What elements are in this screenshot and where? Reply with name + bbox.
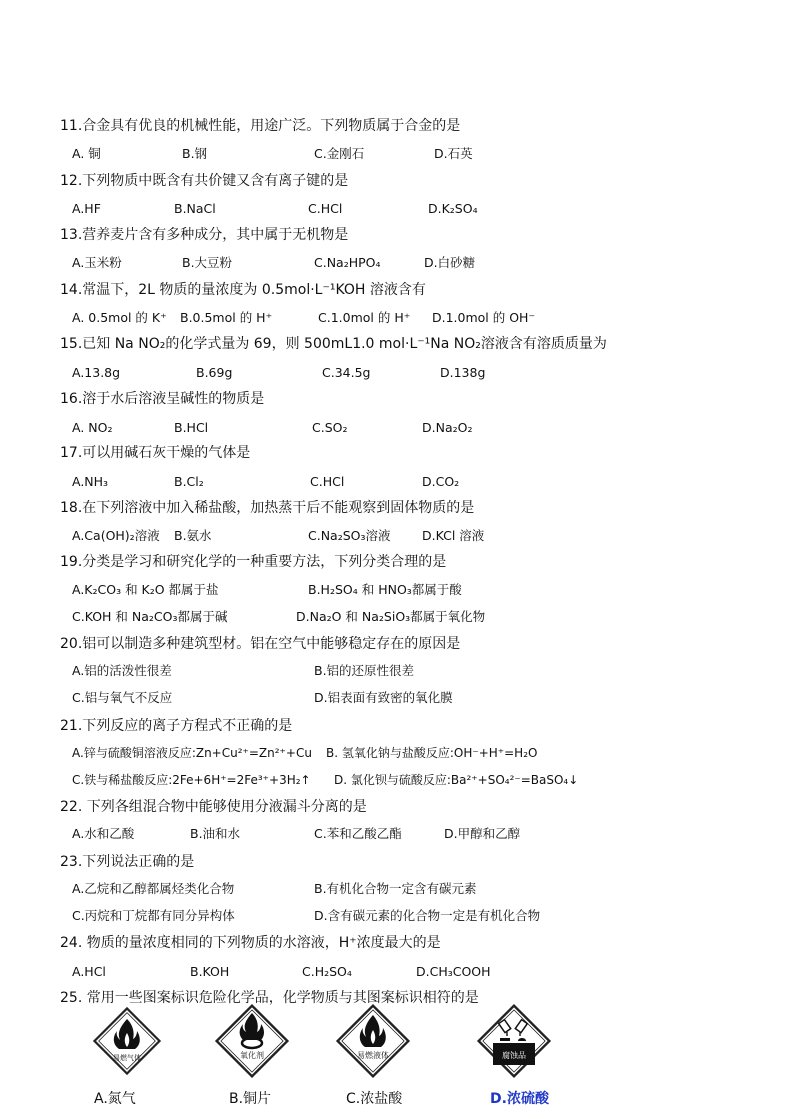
hazard-caption: A.氮气 — [94, 1091, 136, 1107]
option: D.Na₂O 和 Na₂SiO₃都属于氧化物 — [296, 609, 486, 624]
svg-text:氧化剂: 氧化剂 — [240, 1051, 264, 1060]
option: A.锌与硫酸铜溶液反应:Zn+Cu²⁺=Zn²⁺+Cu — [72, 746, 312, 760]
option: B.铝的还原性很差 — [314, 663, 415, 678]
question-stem: 13.营养麦片含有多种成分，其中属于无机物是 — [60, 227, 349, 243]
question-stem: 14.常温下，2L 物质的量浓度为 0.5mol·L⁻¹KOH 溶液含有 — [60, 282, 426, 298]
question-stem: 23.下列说法正确的是 — [60, 854, 195, 870]
option: B. 氢氧化钠与盐酸反应:OH⁻+H⁺=H₂O — [326, 746, 538, 760]
option: C.HCl — [308, 201, 343, 216]
option: D. 氯化钡与硫酸反应:Ba²⁺+SO₄²⁻=BaSO₄↓ — [334, 773, 579, 787]
option: D.1.0mol 的 OH⁻ — [432, 310, 536, 325]
option: A. 铜 — [72, 146, 101, 161]
option: A.NH₃ — [72, 474, 109, 489]
option: D.含有碳元素的化合物一定是有机化合物 — [314, 908, 541, 923]
question-stem: 18.在下列溶液中加入稀盐酸，加热蒸干后不能观察到固体物质的是 — [60, 500, 475, 516]
option: B.H₂SO₄ 和 HNO₃都属于酸 — [308, 582, 462, 597]
hazard-sign-flammable-gas — [87, 1003, 167, 1079]
option: C.Na₂SO₃溶液 — [308, 528, 391, 543]
option: B.Cl₂ — [174, 474, 204, 489]
question-stem: 22. 下列各组混合物中能够使用分液漏斗分离的是 — [60, 799, 367, 815]
question-stem: 17.可以用碱石灰干燥的气体是 — [60, 445, 251, 461]
option: C.金刚石 — [314, 146, 365, 161]
option: D.甲醇和乙醇 — [444, 826, 521, 841]
hazard-caption-answer: D.浓硫酸 — [490, 1091, 549, 1107]
option: A.乙烷和乙醇都属烃类化合物 — [72, 881, 235, 896]
option: A.铝的活泼性很差 — [72, 663, 172, 678]
option: C.铝与氧气不反应 — [72, 690, 173, 705]
option: D.CH₃COOH — [416, 964, 491, 979]
question-stem: 21.下列反应的离子方程式不正确的是 — [60, 718, 293, 734]
option: C.HCl — [310, 474, 345, 489]
option: D.138g — [440, 365, 486, 380]
option: A.HF — [72, 201, 101, 216]
option: C.铁与稀盐酸反应:2Fe+6H⁺=2Fe³⁺+3H₂↑ — [72, 773, 311, 787]
question-stem: 11.合金具有优良的机械性能，用途广泛。下列物质属于合金的是 — [60, 118, 461, 134]
option: B.HCl — [174, 420, 209, 435]
option: A.HCl — [72, 964, 106, 979]
corrosion-icon — [474, 1003, 554, 1079]
option: D.Na₂O₂ — [422, 420, 473, 435]
option: A.Ca(OH)₂溶液 — [72, 528, 160, 543]
question-stem: 12.下列物质中既含有共价键又含有离子键的是 — [60, 173, 349, 189]
option: C.34.5g — [322, 365, 371, 380]
flame-icon — [87, 1003, 167, 1079]
svg-text:易燃液体: 易燃液体 — [357, 1051, 389, 1060]
option: D.铝表面有致密的氧化膜 — [314, 690, 453, 705]
option: D.CO₂ — [422, 474, 460, 489]
option: A.水和乙酸 — [72, 826, 135, 841]
option: D.KCl 溶液 — [422, 528, 485, 543]
option: D.石英 — [434, 146, 473, 161]
option: C.丙烷和丁烷都有同分异构体 — [72, 908, 235, 923]
option: B.油和水 — [190, 826, 241, 841]
question-stem: 19.分类是学习和研究化学的一种重要方法，下列分类合理的是 — [60, 554, 447, 570]
option: B.有机化合物一定含有碳元素 — [314, 881, 477, 896]
option: D.K₂SO₄ — [428, 201, 478, 216]
hazard-sign-corrosive — [474, 1003, 554, 1079]
option: C.SO₂ — [312, 420, 348, 435]
flame-over-circle-icon — [212, 1003, 292, 1079]
hazard-caption: C.浓盐酸 — [346, 1091, 403, 1107]
option: A.玉米粉 — [72, 255, 122, 270]
option: C.1.0mol 的 H⁺ — [318, 310, 411, 325]
option: D.白砂糖 — [424, 255, 476, 270]
hazard-caption: B.铜片 — [229, 1091, 272, 1107]
hazard-sign-oxidizer — [212, 1003, 292, 1079]
svg-text:腐蚀品: 腐蚀品 — [502, 1051, 526, 1060]
option: B.69g — [196, 365, 233, 380]
option: C.KOH 和 Na₂CO₃都属于碱 — [72, 609, 228, 624]
option: C.H₂SO₄ — [302, 964, 352, 979]
question-stem: 20.铝可以制造多种建筑型材。铝在空气中能够稳定存在的原因是 — [60, 636, 461, 652]
option: B.钢 — [182, 146, 208, 161]
option: B.大豆粉 — [182, 255, 233, 270]
svg-text:易燃气体: 易燃气体 — [113, 1054, 141, 1062]
hazard-sign-flammable-liquid — [333, 1003, 413, 1079]
option: C.苯和乙酸乙酯 — [314, 826, 402, 841]
option: B.0.5mol 的 H⁺ — [180, 310, 273, 325]
option: A. 0.5mol 的 K⁺ — [72, 310, 167, 325]
option: B.NaCl — [174, 201, 216, 216]
question-stem: 24. 物质的量浓度相同的下列物质的水溶液，H⁺浓度最大的是 — [60, 935, 441, 951]
question-stem: 15.已知 Na NO₂的化学式量为 69，则 500mL1.0 mol·L⁻¹Na NO₂溶液含有溶质质量为 — [60, 336, 607, 352]
option: B.氨水 — [174, 528, 212, 543]
flame-icon — [333, 1003, 413, 1079]
option: A. NO₂ — [72, 420, 113, 435]
option: B.KOH — [190, 964, 230, 979]
option: A.13.8g — [72, 365, 121, 380]
option: A.K₂CO₃ 和 K₂O 都属于盐 — [72, 582, 219, 597]
question-stem: 25. 常用一些图案标识危险化学品，化学物质与其图案标识相符的是 — [60, 990, 479, 1006]
question-stem: 16.溶于水后溶液呈碱性的物质是 — [60, 391, 265, 407]
option: C.Na₂HPO₄ — [314, 255, 381, 270]
